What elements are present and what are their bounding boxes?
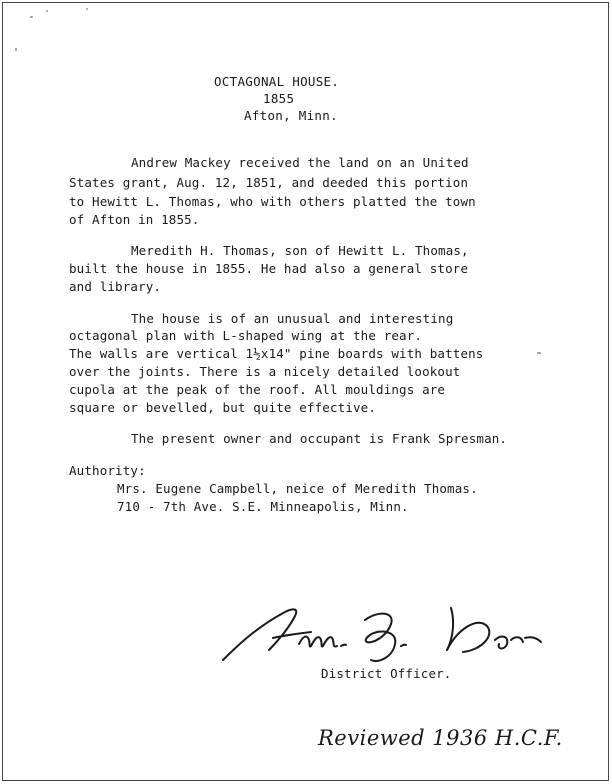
paragraph-line: to Hewitt L. Thomas, who with others platted the town [69,194,476,209]
scan-speck [537,352,541,354]
authority-line: Mrs. Eugene Campbell, neice of Meredith Thomas. [117,481,478,496]
paragraph-line: and library. [69,279,162,294]
authority-label: Authority: [69,463,146,478]
signature-title: District Officer. [321,666,452,681]
paragraph-line: over the joints. There is a nicely detailed lookout [69,364,461,379]
document-location: Afton, Minn. [244,108,338,123]
paragraph-line: of Afton in 1855. [69,212,200,227]
document-title: OCTAGONAL HOUSE. [214,74,340,89]
handwritten-note: Reviewed 1936 H.C.F. [318,726,563,750]
paragraph-line: octagonal plan with L-shaped wing at the rear. [69,328,423,343]
paragraph-line: The walls are vertical 1½x14" pine boards with battens [69,346,484,361]
paragraph-line: cupola at the peak of the roof. All mouldings are [69,382,446,397]
authority-line: 710 - 7th Ave. S.E. Minneapolis, Minn. [117,499,409,514]
paragraph-line: built the house in 1855. He had also a general store [69,261,469,276]
paragraph-line: The present owner and occupant is Frank Spresman. [131,431,508,446]
paragraph-line: Meredith H. Thomas, son of Hewitt L. Thomas, [131,243,469,258]
paragraph-line: square or bevelled, but quite effective. [69,400,377,415]
scan-speck [86,8,88,10]
paragraph-line: The house is of an unusual and interesting [131,311,454,326]
handwritten-signature [215,598,555,668]
scan-speck [30,16,33,18]
scan-speck [46,10,48,12]
document-year: 1855 [263,91,295,106]
paragraph-line: Andrew Mackey received the land on an United [131,155,469,170]
paragraph-line: States grant, Aug. 12, 1851, and deeded this portion [69,175,469,190]
scan-speck [15,48,17,51]
